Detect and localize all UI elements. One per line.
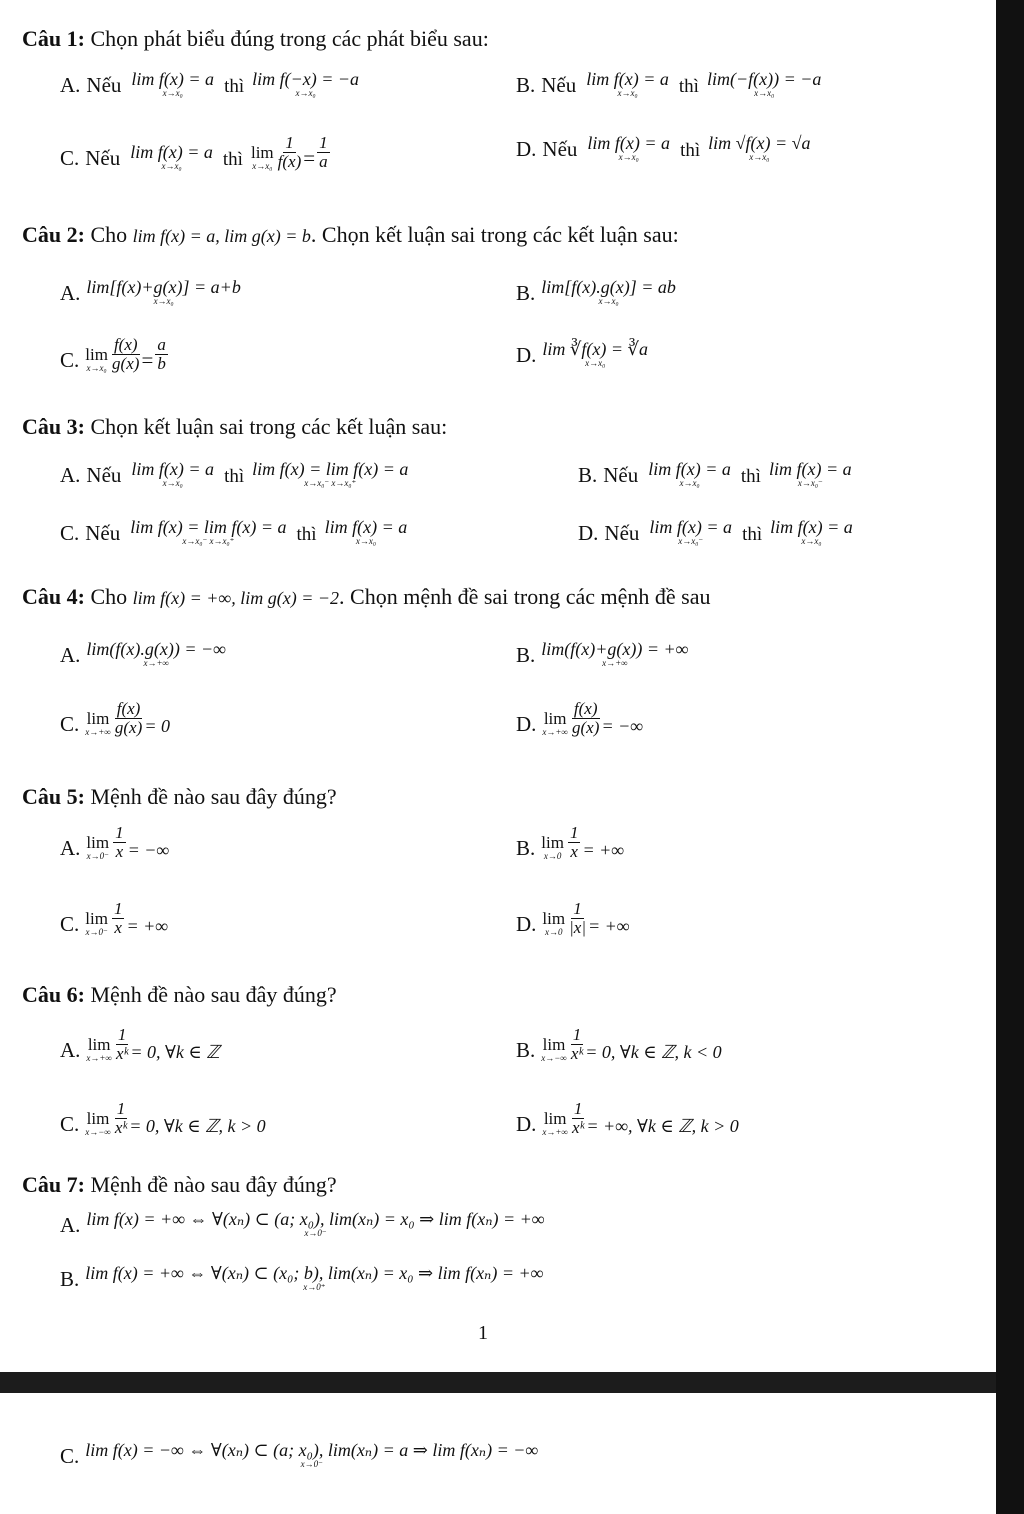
q3-option-c[interactable]: C. Nếu lim f(x) = lim f(x) = a x→x₀⁻ x→x₀⁺ thì lim f(x) = a x→x₀ bbox=[60, 517, 408, 546]
next-page-sheet bbox=[0, 1393, 996, 1514]
q7-option-b[interactable]: B. lim f(x) = +∞ ⇔ ∀(xₙ) ⊂ (x₀; b), lim(xₙ) = x₀ ⇒ lim f(xₙ) = +∞ x→0⁺ bbox=[60, 1263, 544, 1292]
question-3: Câu 3: Chọn kết luận sai trong các kết luận sau: bbox=[22, 414, 448, 439]
q1-option-b[interactable]: B. Nếu lim f(x) = a x→x₀ thì lim(−f(x)) = −a x→x₀ bbox=[516, 69, 822, 98]
q1-option-d[interactable]: D. Nếu lim f(x) = a x→x₀ thì lim √f(x) = √a x→x₀ bbox=[516, 133, 811, 162]
q5-option-a[interactable]: A. lim x→0⁻ $\frac{1}{x}$ = −∞ bbox=[60, 823, 170, 861]
question-5: Câu 5: Mệnh đề nào sau đây đúng? bbox=[22, 784, 337, 809]
q3-option-d[interactable]: D. Nếu lim f(x) = a x→x₀⁻ thì lim f(x) = a x→x₀ bbox=[578, 517, 853, 546]
q1-option-a[interactable]: A. Nếu lim f(x) = a x→x₀ thì lim f(−x) = −a x→x₀ bbox=[60, 69, 360, 98]
q5-option-b[interactable]: B. lim x→0 $\frac{1}{x}$ = +∞ bbox=[516, 823, 625, 861]
page-number: 1 bbox=[478, 1322, 488, 1344]
question-4: Câu 4: Cho lim f(x) = +∞, lim g(x) = −2. Chọn mệnh đề sai trong các mệnh đề sau bbox=[22, 584, 711, 609]
q6-option-a[interactable]: A. lim x→+∞ $\frac{1}{\text{xᵏ}}$ = 0, ∀k ∈ ℤ bbox=[60, 1025, 220, 1063]
q4-option-b[interactable]: B. lim(f(x)+g(x)) = +∞ x→+∞ bbox=[516, 639, 689, 668]
right-edge-shadow bbox=[996, 0, 1024, 1514]
q2-option-a[interactable]: A. lim[f(x)+g(x)] = a+b x→x₀ bbox=[60, 277, 241, 306]
q2-option-d[interactable]: D. lim ∛f(x) = ∛a x→x₀ bbox=[516, 339, 648, 368]
q2-option-b[interactable]: B. lim[f(x).g(x)] = ab x→x₀ bbox=[516, 277, 676, 306]
q4-option-d[interactable]: D. lim x→+∞ $\frac{f(x)}{g(x)}$ = −∞ bbox=[516, 699, 644, 737]
q2-option-c[interactable]: C. lim x→x₀ $\frac{f(x)}{g(x)}$ = $\frac{a}{b}$ bbox=[60, 335, 166, 373]
q6-option-c[interactable]: C. lim x→−∞ $\frac{1}{\text{xᵏ}}$ = 0, ∀k ∈ ℤ, k > 0 bbox=[60, 1099, 266, 1137]
q4-option-c[interactable]: C. lim x→+∞ $\frac{f(x)}{g(x)}$ = 0 bbox=[60, 699, 170, 737]
q3-option-a[interactable]: A. Nếu lim f(x) = a x→x₀ thì lim f(x) = lim f(x) = a x→x₀⁻ x→x₀⁺ bbox=[60, 459, 409, 488]
q4-option-a[interactable]: A. lim(f(x).g(x)) = −∞ x→+∞ bbox=[60, 639, 226, 668]
question-6: Câu 6: Mệnh đề nào sau đây đúng? bbox=[22, 982, 337, 1007]
page-divider bbox=[0, 1372, 1024, 1393]
question-2: Câu 2: Cho lim f(x) = a, lim g(x) = b. Chọn kết luận sai trong các kết luận sau: bbox=[22, 222, 679, 247]
q5-option-c[interactable]: C. lim x→0⁻ $\frac{1}{x}$ = +∞ bbox=[60, 899, 169, 937]
q6-option-b[interactable]: B. lim x→−∞ $\frac{1}{\text{xᵏ}}$ = 0, ∀k ∈ ℤ, k < 0 bbox=[516, 1025, 722, 1063]
q5-option-d[interactable]: D. lim x→0 $\frac{1}{|x|}$ = +∞ bbox=[516, 899, 630, 937]
q7-option-c[interactable]: C. lim f(x) = −∞ ⇔ ∀(xₙ) ⊂ (a; x₀), lim(xₙ) = a ⇒ lim f(xₙ) = −∞ x→0⁻ bbox=[60, 1440, 539, 1469]
q7-option-a[interactable]: A. lim f(x) = +∞ ⇔ ∀(xₙ) ⊂ (a; x₀), lim(xₙ) = x₀ ⇒ lim f(xₙ) = +∞ x→0⁻ bbox=[60, 1209, 545, 1238]
q3-option-b[interactable]: B. Nếu lim f(x) = a x→x₀ thì lim f(x) = a x→x₀⁻ bbox=[578, 459, 852, 488]
question-1: Câu 1: Chọn phát biểu đúng trong các phát biểu sau: bbox=[22, 26, 489, 51]
q6-option-d[interactable]: D. lim x→+∞ $\frac{1}{\text{xᵏ}}$ = +∞, ∀k ∈ ℤ, k > 0 bbox=[516, 1099, 739, 1137]
question-7: Câu 7: Mệnh đề nào sau đây đúng? bbox=[22, 1172, 337, 1197]
q1-option-c[interactable]: C. Nếu lim f(x) = a x→x₀ thì lim x→x₀ $\frac{1}{f(x)}$ = $\frac{1}{a}$ bbox=[60, 133, 328, 171]
